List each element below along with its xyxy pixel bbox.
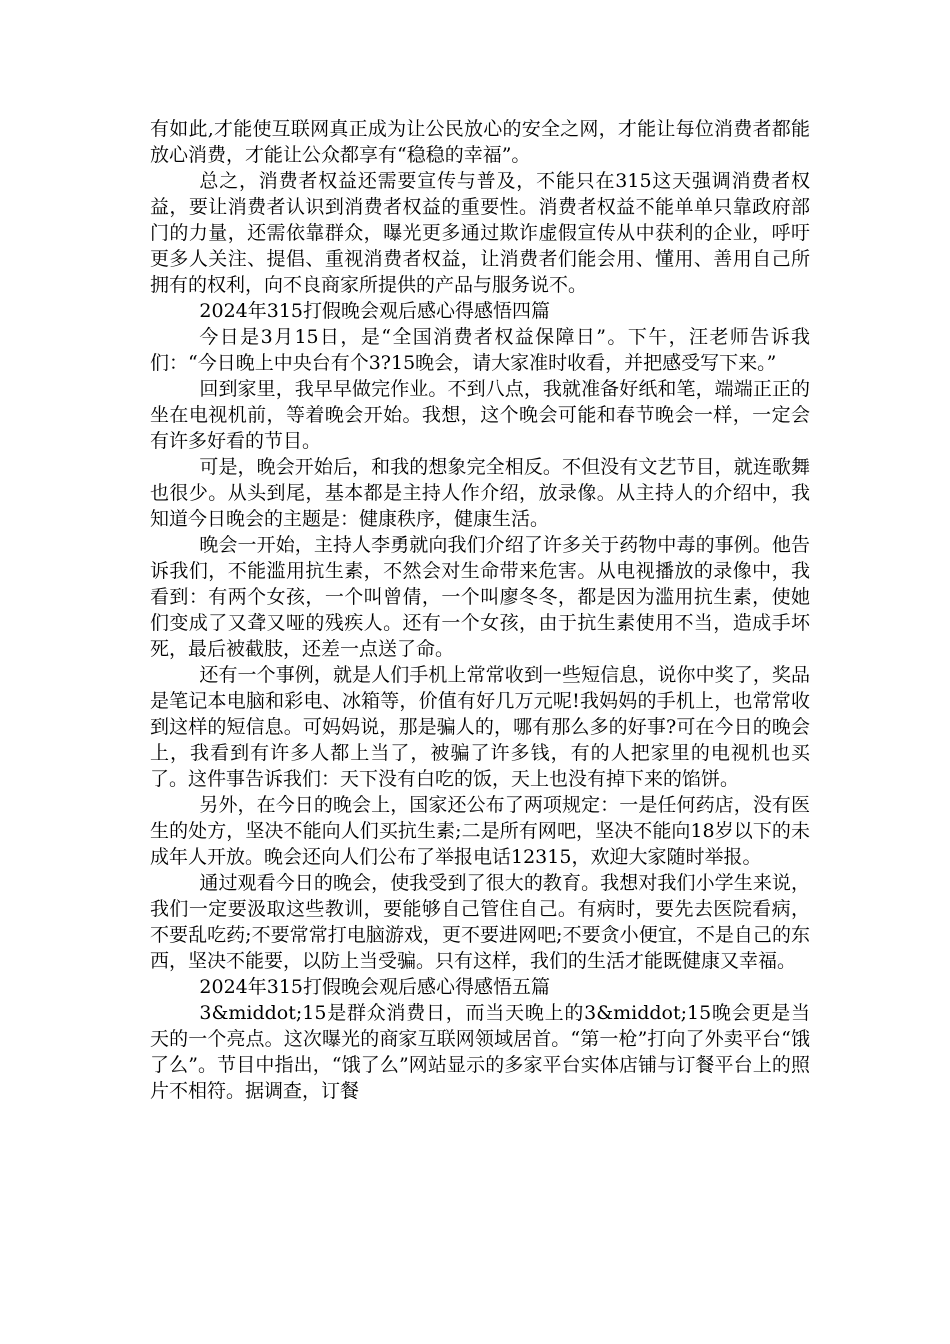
- paragraph-7: 还有一个事例，就是人们手机上常常收到一些短信息，说你中奖了，奖品是笔记本电脑和彩电、冰箱等，价值有好几万元呢!我妈妈的手机上，也常常收到这样的短信息。可妈妈说，那是骗人的，哪有那么多的好事?可在今日的晚会上，我看到有许多人都上当了，被骗了许多钱，有的人把家里的电视机也买了。这件事告诉我们：天下没有白吃的饭，天上也没有掉下来的馅饼。: [150, 664, 810, 790]
- paragraph-2: 总之，消费者权益还需要宣传与普及，不能只在315这天强调消费者权益，要让消费者认识到消费者权益的重要性。消费者权益不能单单只靠政府部门的力量，还需依靠群众，曝光更多通过欺诈虚假宣传从中获利的企业，呼吁更多人关注、提倡、重视消费者权益，让消费者们能会用、懂用、善用自己所拥有的权利，向不良商家所提供的产品与服务说不。: [150, 170, 810, 296]
- paragraph-3: 今日是3月15日，是“全国消费者权益保障日”。下午，汪老师告诉我们：“今日晚上中央台有个3?15晚会，请大家准时收看，并把感受写下来。”: [150, 326, 810, 374]
- paragraph-9: 通过观看今日的晚会，使我受到了很大的教育。我想对我们小学生来说，我们一定要汲取这些教训，要能够自己管住自己。有病时，要先去医院看病，不要乱吃药;不要常常打电脑游戏，更不要进网吧;不要贪小便宜，不是自己的东西，坚决不能要，以防上当受骗。只有这样，我们的生活才能既健康又幸福。: [150, 872, 810, 972]
- paragraph-6: 晚会一开始，主持人李勇就向我们介绍了许多关于药物中毒的事例。他告诉我们，不能滥用抗生素，不然会对生命带来危害。从电视播放的录像中，我看到：有两个女孩，一个叫曾倩，一个叫廖冬冬，都是因为滥用抗生素，使她们变成了又聋又哑的残疾人。还有一个女孩，由于抗生素使用不当，造成手坏死，最后被截肢，还差一点送了命。: [150, 534, 810, 660]
- paragraph-4: 回到家里，我早早做完作业。不到八点，我就准备好纸和笔，端端正正的坐在电视机前，等着晚会开始。我想，这个晚会可能和春节晚会一样，一定会有许多好看的节目。: [150, 378, 810, 452]
- paragraph-1: 有如此,才能使互联网真正成为让公民放心的安全之网，才能让每位消费者都能放心消费，才能让公众都享有“稳稳的幸福”。: [150, 118, 810, 166]
- section-heading-5: 2024年315打假晚会观后感心得感悟五篇: [199, 976, 551, 998]
- paragraph-8: 另外，在今日的晚会上，国家还公布了两项规定：一是任何药店，没有医生的处方，坚决不能向人们买抗生素;二是所有网吧，坚决不能向18岁以下的未成年人开放。晚会还向人们公布了举报电话12315，欢迎大家随时举报。: [150, 794, 810, 868]
- paragraph-5: 可是，晚会开始后，和我的想象完全相反。不但没有文艺节目，就连歌舞也很少。从头到尾，基本都是主持人作介绍，放录像。从主持人的介绍中，我知道今日晚会的主题是：健康秩序，健康生活。: [150, 456, 810, 530]
- document-body: [150, 116, 810, 1104]
- section-heading-4: 2024年315打假晚会观后感心得感悟四篇: [199, 300, 551, 322]
- paragraph-10: 3&middot;15是群众消费日，而当天晚上的3&middot;15晚会更是当天的一个亮点。这次曝光的商家互联网领域居首。“第一枪”打向了外卖平台“饿了么”。节目中指出，“饿了么”网站显示的多家平台实体店铺与订餐平台上的照片不相符。据调查，订餐: [150, 1002, 810, 1102]
